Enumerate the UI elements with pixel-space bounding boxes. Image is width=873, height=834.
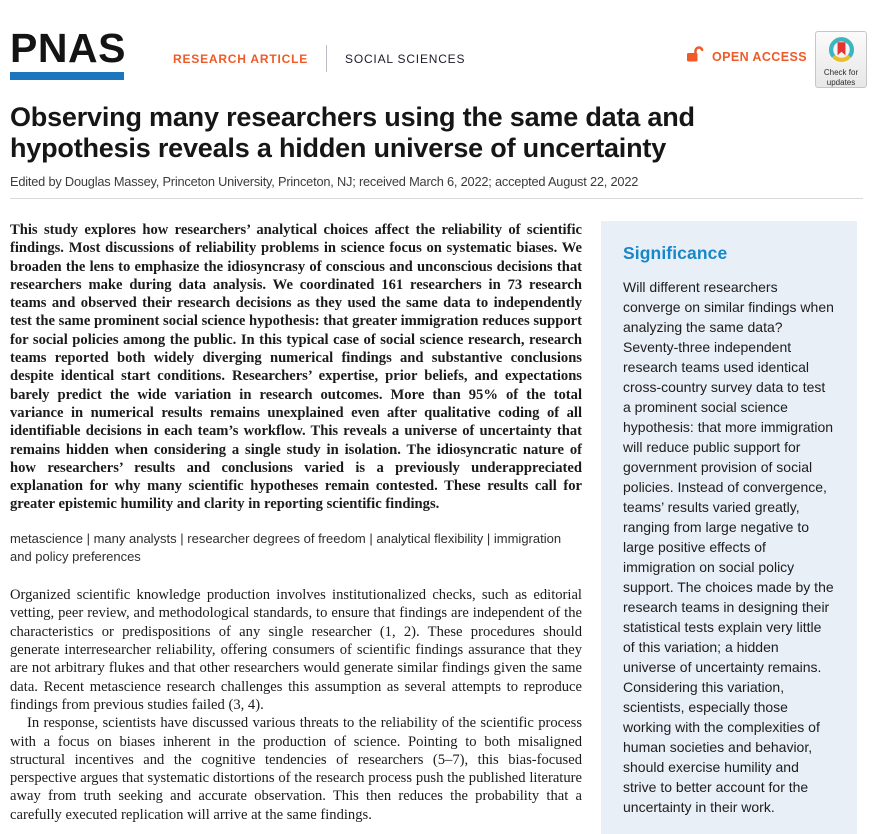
open-access-label: OPEN ACCESS	[712, 49, 807, 64]
pnas-logo[interactable]	[10, 25, 126, 80]
header-rule	[10, 198, 863, 199]
check-updates-label-line2: updates	[826, 77, 856, 87]
significance-text: Will different researchers converge on similar findings when analyzing the same data? Seventy-three independent research teams used identical cross-country survey data to test a prominent social science hypothesis: that more immigration will reduce public support for government provision of social policies. Instead of convergence, teams’ results varied greatly, ranging from large negative to large positive effects of immigration on social policy support. The choices made by the research teams in designing their statistical tests explain very little of this variation; a hidden universe of uncertainty remains. Considering this variation, scientists, especially those working with the complexities of human societies and behavior, should exercise humility and strive to better account for the uncertainty in their work.	[623, 279, 834, 815]
header-meta	[173, 45, 465, 72]
significance-box	[601, 221, 857, 834]
page-title: Observing many researchers using the same data and hypothesis reveals a hidden universe of uncertainty	[10, 102, 695, 163]
open-lock-icon	[686, 46, 705, 67]
open-access-link[interactable]	[686, 46, 807, 67]
check-updates-label-line1: Check for	[823, 68, 859, 77]
body-paragraph: Organized scientific knowledge production involves institutionalized checks, such as editorial vetting, peer review, and methodological standards, to ensure that findings are independent of the characteristics or predispositions of any single researcher (1, 2). These procedures should generate interresearcher reliability, offering consumers of scientific findings assurance that they are not arbitrary flukes and that other researchers would generate similar findings given the same data. Recent metascience research challenges this assumption as several attempts to reproduce findings from previous studies failed (3, 4).	[10, 587, 582, 713]
article-type-label: RESEARCH ARTICLE	[173, 51, 309, 66]
content-columns	[0, 221, 873, 834]
header	[0, 0, 873, 94]
header-divider	[326, 45, 327, 72]
pnas-logo-text: PNAS	[10, 25, 126, 71]
abstract: This study explores how researchers’ analytical choices affect the reliability of scientific findings. Most discussions of reliability problems in science focus on systematic biases. We broaden the lens to emphasize the idiosyncrasy of conscious and unconscious decisions that researchers make during data analysis. We coordinated 161 researchers in 73 research teams and observed their research decisions as they used the same data to independently test the same prominent social science hypothesis: that greater immigration reduces support for social policies among the public. In this typical case of social science research, research teams reported both widely diverging numerical findings and substantive conclusions despite identical start conditions. Researchers’ expertise, prior beliefs, and expectations barely predict the wide variation in research outcomes. More than 95% of the total variance in numerical results remains unexplained even after qualitative coding of all identifiable decisions in each team’s workflow. This reveals a universe of uncertainty that remains hidden when considering a single study in isolation. The idiosyncratic nature of how researchers’ results and conclusions varied is a previously underappreciated explanation for why many scientific hypotheses remain contested. These results call for greater epistemic humility and clarity in reporting scientific findings.	[10, 222, 582, 513]
pnas-logo-underline	[10, 72, 124, 80]
significance-heading: Significance	[623, 243, 728, 263]
body-paragraph: In response, scientists have discussed various threats to the reliability of the scientific process with a focus on biases inherent in the production of science. Pointing to both misaligned structural incentives and the cognitive tendencies of researchers (5–7), this bias-focused perspective argues that systematic distortions of the research process push the published literature away from truth seeking and accurate observation. This then reduces the probability that a carefully executed replication will arrive at the same findings.	[10, 715, 582, 823]
check-updates-icon	[828, 36, 855, 68]
keywords-line: metascience | many analysts | researcher degrees of freedom | analytical flexibility | immigration and policy preferences	[10, 530, 562, 564]
article-body-column	[10, 221, 582, 834]
check-for-updates-button[interactable]	[815, 31, 867, 88]
title-block	[0, 94, 873, 189]
edited-by-line: Edited by Douglas Massey, Princeton University, Princeton, NJ; received March 6, 2022; accepted August 22, 2022	[10, 174, 639, 189]
section-label: SOCIAL SCIENCES	[345, 51, 466, 66]
